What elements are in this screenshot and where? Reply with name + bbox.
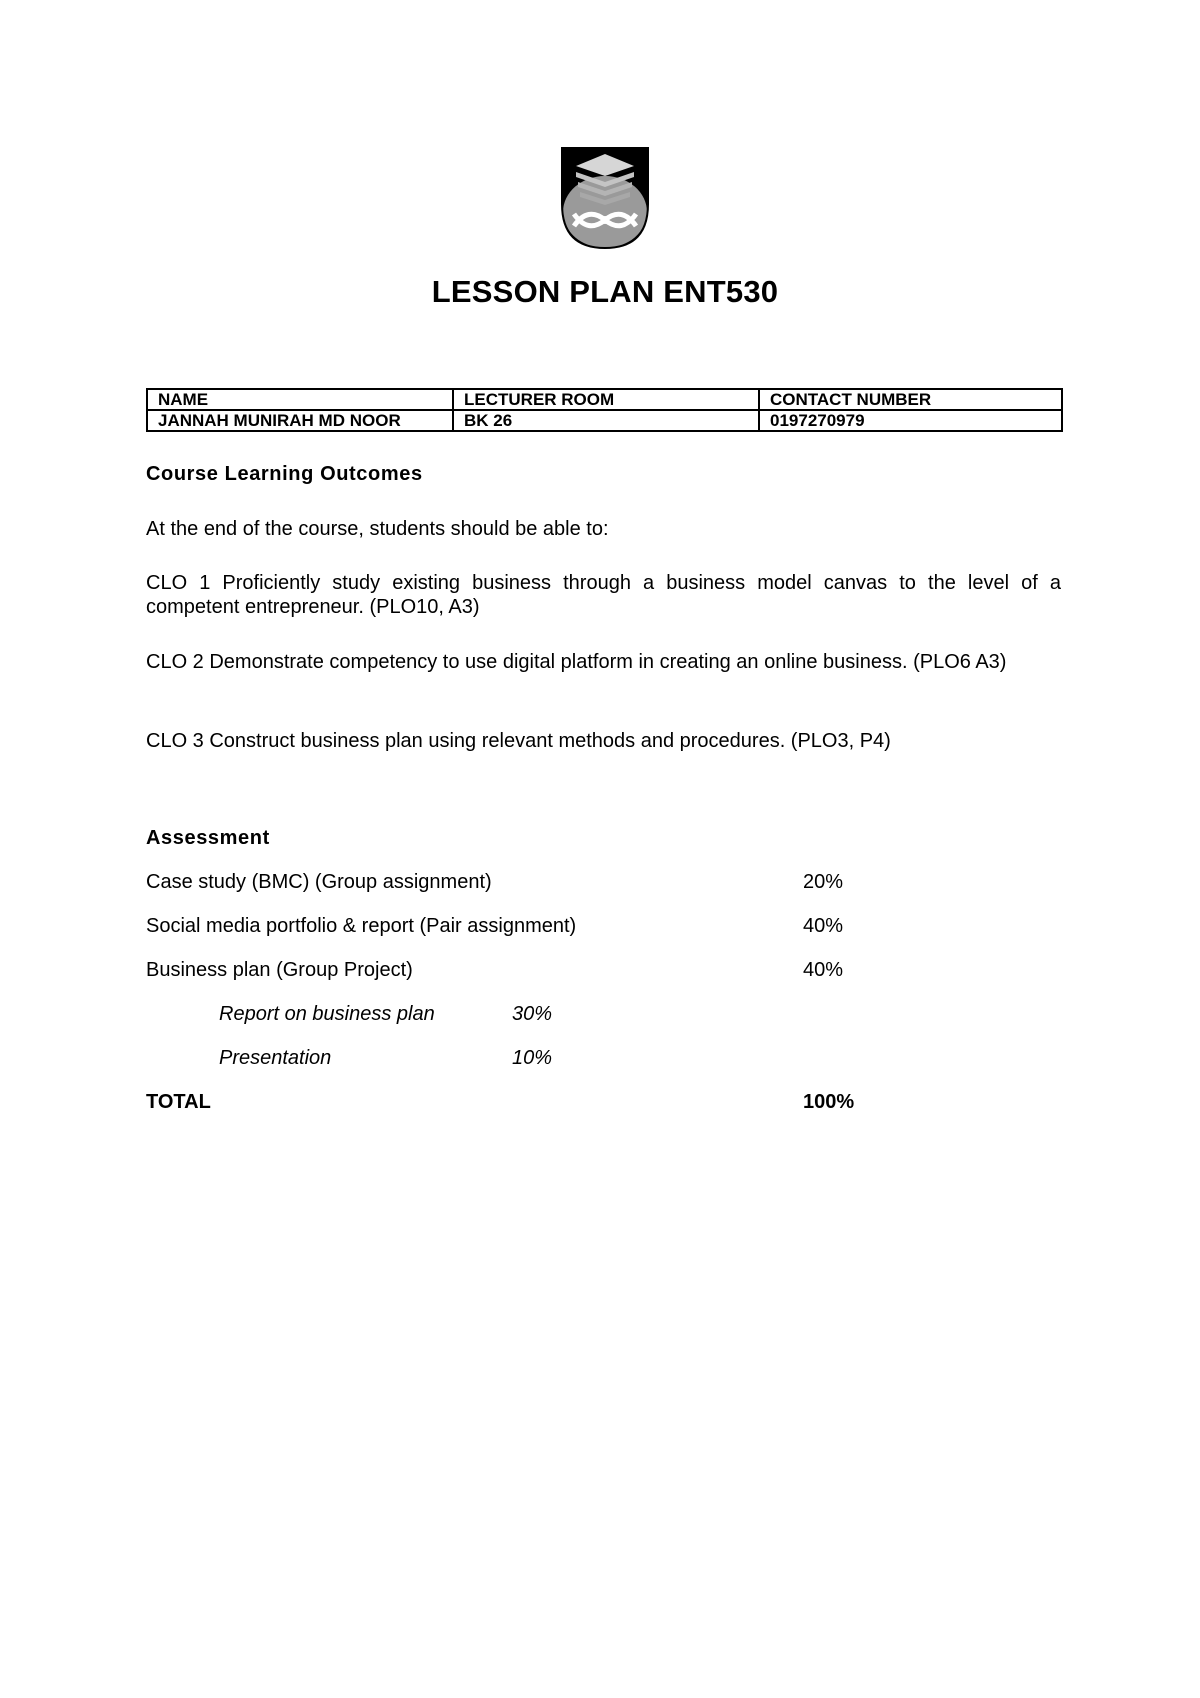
case-study-weight: 20%	[803, 871, 844, 893]
table-row	[147, 410, 1062, 431]
page-title: LESSON PLAN ENT530	[431, 274, 779, 309]
university-crest-icon	[560, 146, 650, 250]
table-header-row	[147, 389, 1062, 410]
social-media-label: Social media portfolio & report (Pair assignment)	[146, 915, 577, 937]
presentation-label: Presentation	[219, 1047, 332, 1069]
table-header-name: NAME	[147, 389, 453, 410]
clo-1: CLO 1 Proficiently study existing business through a business model canvas to the level of a competent entrepreneur. (PLO10, A3)	[146, 572, 1061, 618]
assessment-heading: Assessment	[146, 827, 270, 849]
table-header-contact: CONTACT NUMBER	[759, 389, 1062, 410]
business-plan-label: Business plan (Group Project)	[146, 959, 413, 981]
contact-number: 0197270979	[759, 410, 1062, 431]
clo-2: CLO 2 Demonstrate competency to use digital platform in creating an online business. (PLO6 A3)	[146, 651, 1007, 673]
case-study-label: Case study (BMC) (Group assignment)	[146, 871, 492, 893]
report-label: Report on business plan	[219, 1003, 435, 1025]
outcomes-heading: Course Learning Outcomes	[146, 463, 423, 485]
business-plan-weight: 40%	[803, 959, 844, 981]
table-header-room: LECTURER ROOM	[453, 389, 759, 410]
report-weight: 30%	[512, 1003, 553, 1025]
total-label: TOTAL	[146, 1091, 211, 1113]
clo-3: CLO 3 Construct business plan using relevant methods and procedures. (PLO3, P4)	[146, 730, 891, 752]
lecturer-name: JANNAH MUNIRAH MD NOOR	[147, 410, 453, 431]
lecturer-room: BK 26	[453, 410, 759, 431]
social-media-weight: 40%	[803, 915, 844, 937]
total-weight: 100%	[803, 1091, 855, 1113]
presentation-weight: 10%	[512, 1047, 553, 1069]
lecturer-info-table	[146, 388, 1063, 432]
outcomes-intro: At the end of the course, students should be able to:	[146, 518, 609, 540]
